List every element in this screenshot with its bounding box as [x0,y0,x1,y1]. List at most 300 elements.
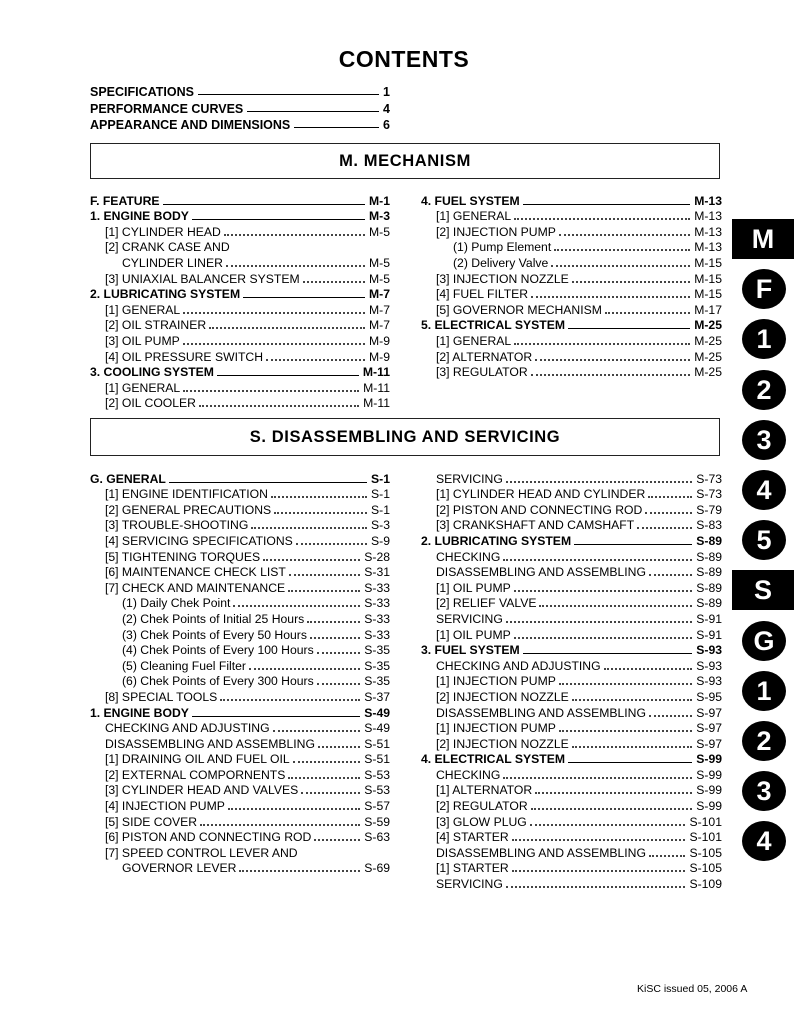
leader-line [224,234,365,236]
leader-line [649,574,692,576]
toc-entry[interactable] [90,844,390,860]
leader-line [535,359,690,361]
leader-line [220,699,360,701]
toc-entry-label: [2] OIL COOLER [105,396,196,411]
section-heading-servicing: S. DISASSEMBLING AND SERVICING [90,418,720,456]
leader-line [645,512,692,514]
toc-entry-appearance-dimensions[interactable] [90,116,390,132]
toc-entry-page: S-73 [696,487,722,502]
toc-entry-page: S-53 [364,783,390,798]
toc-entry-page: S-99 [696,752,722,767]
leader-line [239,870,360,872]
toc-entry-page: S-105 [689,845,722,860]
leader-line [535,792,692,794]
toc-entry[interactable] [90,751,390,767]
toc-entry-label: (1) Daily Chek Point [122,596,231,611]
toc-entry[interactable] [90,486,390,502]
toc-entry[interactable] [90,208,390,224]
toc-entry-page: M-13 [694,224,722,239]
toc-entry[interactable] [90,270,390,286]
leader-line [559,234,690,236]
toc-entry-page: M-15 [694,255,722,270]
leader-line [233,605,360,607]
toc-entry-page: M-15 [694,271,722,286]
toc-entry-label: [4] FUEL FILTER [436,287,529,302]
toc-entry-label: [3] UNIAXIAL BALANCER SYSTEM [105,271,300,286]
toc-entry-page: S-95 [696,689,722,704]
section-tab-4[interactable]: 4 [742,470,786,510]
toc-entry-performance-curves[interactable] [90,100,390,116]
leader-line [503,777,692,779]
leader-line [568,328,690,329]
section-tab-g[interactable]: G [742,621,786,661]
toc-entry-label: [4] INJECTION PUMP [105,799,225,814]
leader-line [514,343,690,345]
leader-line [293,761,361,763]
toc-entry-page: M-13 [694,240,722,255]
section-tab-3[interactable]: 3 [742,420,786,460]
toc-entry-label: APPEARANCE AND DIMENSIONS [90,118,291,132]
toc-entry[interactable] [421,364,722,380]
toc-entry[interactable] [90,379,390,395]
toc-entry[interactable] [421,208,722,224]
toc-entry[interactable] [90,364,390,380]
toc-entry-label: 2. LUBRICATING SYSTEM [421,533,572,548]
toc-entry[interactable] [90,192,390,208]
toc-entry[interactable] [421,192,722,208]
leader-line [198,94,379,95]
footer-issue-note: KiSC issued 05, 2006 A [637,983,748,995]
toc-entry-label: SERVICING [436,471,503,486]
toc-entry[interactable] [421,626,722,642]
toc-entry[interactable] [421,270,722,286]
toc-entry-page: 4 [383,102,390,116]
toc-entry[interactable] [90,532,390,548]
toc-entry-label: [1] GENERAL [436,209,512,224]
toc-entry[interactable] [90,688,390,704]
toc-entry[interactable] [421,720,722,736]
toc-entry[interactable] [421,332,722,348]
leader-line [539,605,692,607]
toc-entry-label: (2) Delivery Valve [453,255,549,270]
toc-entry[interactable] [90,766,390,782]
toc-entry-label: [6] MAINTENANCE CHECK LIST [105,565,286,580]
toc-entry-page: M-13 [694,209,722,224]
toc-entry-page: S-51 [364,736,390,751]
toc-entry-page: S-35 [364,658,390,673]
toc-entry-label: [4] SERVICING SPECIFICATIONS [105,533,293,548]
toc-entry[interactable] [90,782,390,798]
toc-entry-page: S-89 [696,565,722,580]
toc-entry[interactable] [421,348,722,364]
toc-entry[interactable] [421,486,722,502]
toc-entry-page: S-93 [696,643,722,658]
leader-line [531,296,690,298]
toc-entry-label: CHECKING [436,549,501,564]
toc-entry-page: S-101 [689,814,722,829]
toc-entry-page: M-1 [369,193,390,208]
toc-entry[interactable] [90,860,390,876]
toc-entry-page: S-91 [696,627,722,642]
toc-entry[interactable] [421,301,722,317]
leader-line [266,359,365,361]
toc-entry[interactable] [90,829,390,845]
toc-entry-label: DISASSEMBLING AND ASSEMBLING [436,845,646,860]
toc-entry[interactable] [421,751,722,767]
toc-entry-label: [1] INJECTION PUMP [436,721,556,736]
toc-entry[interactable] [421,610,722,626]
section-tab-m[interactable]: M [732,219,794,259]
toc-entry-label: (2) Chek Points of Initial 25 Hours [122,611,305,626]
leader-line [274,512,367,514]
toc-entry[interactable] [421,782,722,798]
toc-entry-page: S-73 [696,471,722,486]
toc-entry-label: [1] CYLINDER HEAD AND CYLINDER [436,487,646,502]
toc-entry-page: M-7 [369,302,390,317]
leader-line [506,481,692,483]
toc-entry-label: [2] GENERAL PRECAUTIONS [105,502,272,517]
toc-entry[interactable] [421,766,722,782]
toc-entry-label: [1] CYLINDER HEAD [105,224,221,239]
toc-entry-label: DISASSEMBLING AND ASSEMBLING [436,565,646,580]
leader-line [294,127,379,128]
toc-entry-label: [2] INJECTION PUMP [436,224,556,239]
toc-entry-label: 5. ELECTRICAL SYSTEM [421,318,566,333]
toc-entry[interactable] [90,673,390,689]
toc-entry-page: S-101 [689,830,722,845]
toc-entry-label: [1] INJECTION PUMP [436,674,556,689]
toc-entry[interactable] [90,642,390,658]
toc-entry-label: 4. ELECTRICAL SYSTEM [421,752,566,767]
toc-entry[interactable] [90,501,390,517]
section-tab-2[interactable]: 2 [742,721,786,761]
toc-entry-page: S-93 [696,658,722,673]
toc-entry[interactable] [421,501,722,517]
toc-entry-label: CHECKING AND ADJUSTING [436,658,601,673]
leader-line [512,839,686,841]
leader-line [192,716,360,717]
leader-line [289,574,360,576]
toc-entry-page: S-59 [364,814,390,829]
leader-line [506,886,686,888]
toc-entry-label: [3] GLOW PLUG [436,814,527,829]
leader-line [310,637,360,639]
toc-entry[interactable] [90,564,390,580]
leader-line [209,327,365,329]
toc-entry-label: 3. COOLING SYSTEM [90,365,214,380]
toc-entry-label: [6] PISTON AND CONNECTING ROD [105,830,312,845]
toc-entry[interactable] [421,813,722,829]
toc-entry[interactable] [421,532,722,548]
toc-entry-label: 2. LUBRICATING SYSTEM [90,287,241,302]
leader-line [503,559,692,561]
toc-entry[interactable] [90,704,390,720]
toc-entry-page: S-97 [696,721,722,736]
leader-line [531,374,691,376]
toc-entry[interactable] [421,688,722,704]
toc-entry-page: S-63 [364,830,390,845]
toc-entry-page: M-7 [369,318,390,333]
toc-entry-label: [2] RELIEF VALVE [436,596,537,611]
leader-line [249,668,360,670]
toc-entry-page: M-9 [369,333,390,348]
leader-line [200,824,360,826]
toc-entry-page: S-93 [696,674,722,689]
section-tab-5[interactable]: 5 [742,520,786,560]
leader-line [318,746,360,748]
leader-line [605,312,690,314]
toc-entry-label: [3] CRANKSHAFT AND CAMSHAFT [436,518,635,533]
toc-entry[interactable] [90,301,390,317]
section-tab-1[interactable]: 1 [742,319,786,359]
toc-entry[interactable] [90,332,390,348]
toc-entry-page: M-11 [363,396,390,411]
toc-entry-page: M-5 [369,271,390,286]
leader-line [296,543,367,545]
toc-entry-page: S-51 [364,752,390,767]
toc-entry-label: [5] SIDE COVER [105,814,198,829]
toc-entry-page: 1 [383,85,390,99]
toc-entry-page: S-89 [696,580,722,595]
toc-entry-page: S-79 [696,502,722,517]
toc-entry-label: CYLINDER LINER [122,255,223,270]
toc-entry-label: [1] ALTERNATOR [436,783,533,798]
toc-entry[interactable] [421,829,722,845]
toc-entry-page: S-1 [371,502,390,517]
toc-entry-label: [1] GENERAL [105,302,181,317]
leader-line [637,527,692,529]
toc-entry-label: (3) Chek Points of Every 50 Hours [122,627,307,642]
toc-entry-page: S-69 [364,861,390,876]
leader-line [559,683,692,685]
toc-entry-specifications[interactable] [90,83,390,99]
toc-entry[interactable] [421,657,722,673]
toc-entry[interactable] [90,348,390,364]
toc-entry[interactable] [421,595,722,611]
toc-entry-page: S-33 [364,611,390,626]
leader-line [217,375,359,376]
toc-entry-label: [3] REGULATOR [436,365,528,380]
leader-line [301,792,360,794]
toc-entry[interactable] [90,254,390,270]
toc-entry[interactable] [90,548,390,564]
toc-entry-page: M-11 [363,380,390,395]
toc-entry-page: M-3 [369,209,390,224]
toc-entry-label: DISASSEMBLING AND ASSEMBLING [105,736,315,751]
toc-entry-label: (5) Cleaning Fuel Filter [122,658,246,673]
toc-entry-label: [3] OIL PUMP [105,333,180,348]
toc-entry-page: M-15 [694,287,722,302]
toc-entry-page: S-89 [696,549,722,564]
toc-entry-label: G. GENERAL [90,471,166,486]
toc-entry[interactable] [421,704,722,720]
section-tab-4[interactable]: 4 [742,821,786,861]
toc-entry-label: (6) Chek Points of Every 300 Hours [122,674,314,689]
toc-entry-label: SERVICING [436,877,503,892]
toc-entry-page: S-99 [696,767,722,782]
section-tab-f[interactable]: F [742,269,786,309]
toc-entry-page: S-37 [364,689,390,704]
toc-entry-label: 1. ENGINE BODY [90,209,189,224]
toc-entry-label: [1] STARTER [436,861,509,876]
leader-line [199,405,359,407]
toc-entry[interactable] [90,626,390,642]
leader-line [649,715,692,717]
toc-entry[interactable] [90,395,390,411]
toc-entry-label: [2] INJECTION NOZZLE [436,736,569,751]
toc-entry[interactable] [90,657,390,673]
toc-entry[interactable] [90,517,390,533]
toc-entry-page: S-53 [364,767,390,782]
leader-line [531,808,693,810]
toc-entry-label: (4) Chek Points of Every 100 Hours [122,643,314,658]
toc-entry[interactable] [421,548,722,564]
toc-entry[interactable] [90,579,390,595]
leader-line [514,637,693,639]
leader-line [271,496,367,498]
toc-entry[interactable] [90,470,390,486]
toc-entry[interactable] [90,223,390,239]
toc-entry-label: [2] INJECTION NOZZLE [436,689,569,704]
toc-entry[interactable] [421,860,722,876]
section-tab-1[interactable]: 1 [742,671,786,711]
toc-entry-page: S-57 [364,799,390,814]
toc-entry-page: M-7 [369,287,390,302]
toc-entry-page: S-1 [371,471,390,486]
toc-entry-label: [7] CHECK AND MAINTENANCE [105,580,286,595]
toc-entry-page: M-25 [694,333,722,348]
leader-line [317,652,361,654]
toc-entry[interactable] [421,844,722,860]
leader-line [251,527,367,529]
toc-entry-label: [7] SPEED CONTROL LEVER AND [105,845,298,860]
leader-line [551,265,690,267]
toc-entry-label: [2] EXTERNAL COMPORNENTS [105,767,286,782]
leader-line [247,111,379,112]
leader-line [523,653,693,654]
toc-entry[interactable] [421,875,722,891]
toc-entry-label: CHECKING AND ADJUSTING [105,721,270,736]
leader-line [514,590,693,592]
section-tab-s[interactable]: S [732,570,794,610]
servicing-right-column [421,470,722,891]
leader-line [243,297,365,298]
toc-entry-page: S-49 [364,721,390,736]
leader-line [228,808,360,810]
section-tab-2[interactable]: 2 [742,370,786,410]
leader-line [506,621,692,623]
leader-line [554,249,690,251]
toc-entry[interactable] [90,239,390,255]
toc-entry[interactable] [90,797,390,813]
toc-entry[interactable] [90,610,390,626]
toc-entry-page: S-9 [371,533,390,548]
toc-entry[interactable] [421,286,722,302]
toc-entry-label: [2] CRANK CASE AND [105,240,230,255]
toc-entry-page: M-25 [694,318,722,333]
toc-entry[interactable] [421,317,722,333]
section-tab-3[interactable]: 3 [742,771,786,811]
leader-line [559,730,692,732]
leader-line [317,683,361,685]
toc-entry[interactable] [90,317,390,333]
toc-entry-label: [1] ENGINE IDENTIFICATION [105,487,268,502]
toc-entry-label: DISASSEMBLING AND ASSEMBLING [436,705,646,720]
toc-entry-page: S-99 [696,799,722,814]
toc-entry-label: [5] GOVERNOR MECHANISM [436,302,602,317]
toc-entry[interactable] [421,239,722,255]
toc-entry[interactable] [421,470,722,486]
toc-entry-page: S-97 [696,705,722,720]
toc-entry-page: M-17 [694,302,722,317]
leader-line [604,668,693,670]
leader-line [183,343,365,345]
leader-line [648,496,692,498]
leader-line [273,730,361,732]
toc-entry[interactable] [90,595,390,611]
toc-entry-page: M-9 [369,349,390,364]
toc-entry-page: M-25 [694,349,722,364]
toc-entry[interactable] [90,720,390,736]
toc-entry[interactable] [421,797,722,813]
leader-line [523,204,691,205]
leader-line [572,699,693,701]
toc-entry-page: S-99 [696,783,722,798]
toc-entry[interactable] [421,564,722,580]
toc-entry-page: S-33 [364,627,390,642]
toc-entry-page: M-25 [694,365,722,380]
toc-entry[interactable] [90,813,390,829]
toc-entry[interactable] [421,517,722,533]
toc-entry-page: M-5 [369,255,390,270]
toc-entry[interactable] [90,286,390,302]
page-title: CONTENTS [338,46,470,72]
toc-entry-label: [1] GENERAL [105,380,181,395]
toc-entry[interactable] [90,735,390,751]
leader-line [649,855,686,857]
toc-entry[interactable] [421,223,722,239]
leader-line [530,824,686,826]
leader-line [183,312,365,314]
toc-entry-page: S-35 [364,674,390,689]
toc-entry-page: S-105 [689,861,722,876]
toc-entry-label: SPECIFICATIONS [90,85,194,99]
leader-line [303,281,365,283]
toc-entry-page: S-33 [364,596,390,611]
leader-line [514,218,690,220]
toc-entry-label: [4] OIL PRESSURE SWITCH [105,349,264,364]
toc-entry-page: S-1 [371,487,390,502]
toc-entry[interactable] [421,254,722,270]
toc-entry-label: [3] TROUBLE-SHOOTING [105,518,249,533]
toc-entry-label: [1] OIL PUMP [436,627,511,642]
toc-entry-page: S-3 [371,518,390,533]
toc-entry[interactable] [421,579,722,595]
leader-line [163,204,365,205]
toc-entry[interactable] [421,735,722,751]
leader-line [288,777,360,779]
toc-entry-label: GOVERNOR LEVER [122,861,237,876]
toc-entry-page: S-83 [696,518,722,533]
toc-entry-page: S-89 [696,533,722,548]
toc-entry-page: M-13 [694,193,722,208]
toc-entry[interactable] [421,642,722,658]
toc-entry-page: S-35 [364,643,390,658]
toc-entry-label: [4] STARTER [436,830,509,845]
toc-entry-page: S-31 [364,565,390,580]
leader-line [183,390,359,392]
toc-entry[interactable] [421,673,722,689]
